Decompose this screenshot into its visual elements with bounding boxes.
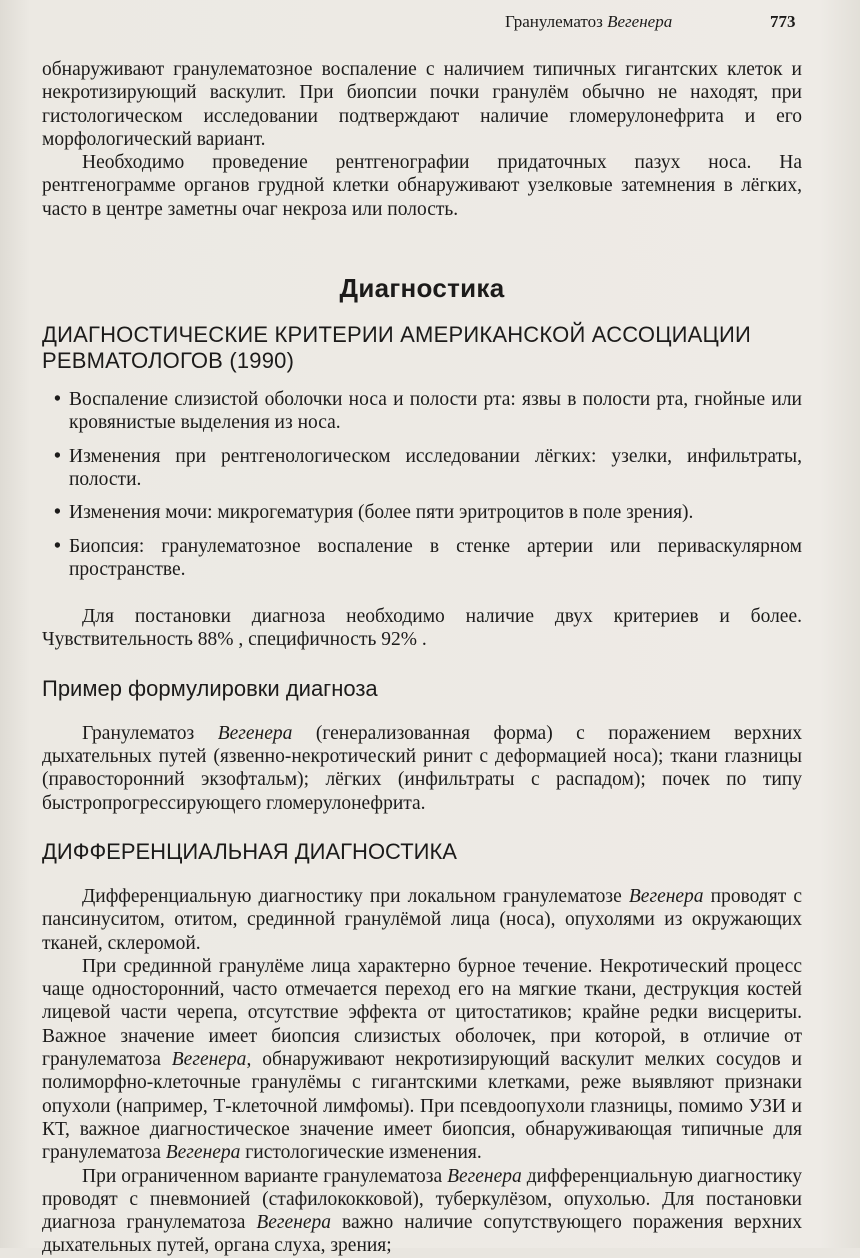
running-head-title: Гранулематоз Вегенера <box>505 12 673 31</box>
differential-paragraph-3: При ограниченном варианте гранулематоза Вегенера дифференциальную диагностику проводят с пневмонией (стафилококковой), туберкулёзом, опухолью. Для постановки диагноза гранулематоза Вегенера важно наличие сопутствующего поражения верхних дыхательных путей, органа слуха, зрения; <box>42 1165 803 1257</box>
section-title: Диагностика <box>339 273 505 304</box>
criterion-item: • Воспаление слизистой оболочки носа и полости рта: язвы в полости рта, гнойные или кровянистые выделения из носа. <box>54 389 802 434</box>
differential-paragraph-1: Дифференциальную диагностику при локальном гранулематозе Вегенера проводят с пансинуситом, отитом, срединной гранулёмой лица (носа), опухолями из окружающих тканей, склеромой. <box>42 885 803 954</box>
page-number: 773 <box>770 12 796 31</box>
bullet-icon: • <box>54 535 61 557</box>
criteria-heading: ДИАГНОСТИЧЕСКИЕ КРИТЕРИИ АМЕРИКАНСКОЙ АССОЦИАЦИИ РЕВМАТОЛОГОВ (1990) <box>42 322 752 374</box>
example-heading: Пример формулировки диагноза <box>42 675 378 701</box>
criterion-item: • Изменения мочи: микрогематурия (более пяти эритроцитов в поле зрения). <box>54 502 694 524</box>
differential-paragraph-2: При срединной гранулёме лица характерно бурное течение. Некротический процесс чаще односторонний, часто отмечается переход его на мягкие ткани, деструкция костей лицевой части черепа, отсутствие эффекта от цитостатиков; крайне редки висцериты. Важное значение имеет биопсия слизистых оболочек, при которой, в отличие от гранулематоза Вегенера, обнаруживают некротизирующий васкулит мелких сосудов и полиморфно-клеточные гранулёмы с гигантскими клетками, реже выявляют признаки опухоли (например, Т-клеточной лимфомы). При псевдоопухоли глазницы, помимо УЗИ и КТ, важное диагностическое значение имеет биопсия, обнаруживающая типичные для гранулематоза Вегенера гистологические изменения. <box>42 955 802 1164</box>
criteria-list <box>42 388 802 581</box>
page-content <box>42 58 802 1258</box>
bullet-icon: • <box>54 389 61 411</box>
diagnosis-example: Гранулематоз Вегенера (генерализованная форма) с поражением верхних дыхательных путей (язвенно-некротический ринит с деформацией носа); ткани глазницы (правосторонний экзофтальм); лёгких (инфильтраты с распадом); почек по типу быстропрогрессирующего гломерулонефрита. <box>42 722 802 814</box>
running-head <box>0 8 860 36</box>
criterion-item: • Изменения при рентгенологическом исследовании лёгких: узелки, инфильтраты, полости. <box>54 445 802 490</box>
bullet-icon: • <box>54 445 61 467</box>
paragraph-radiography: Необходимо проведение рентгенографии придаточных пазух носа. На рентгенограмме органов грудной клетки обнаруживают узелковые затемнения в лёгких, часто в центре заметны очаг некроза или полость. <box>42 152 802 220</box>
criteria-note: Для постановки диагноза необходимо наличие двух критериев и более. Чувствительность 88% , специфичность 92% . <box>42 606 802 651</box>
differential-heading: ДИФФЕРЕНЦИАЛЬНАЯ ДИАГНОСТИКА <box>42 838 457 864</box>
criterion-item: • Биопсия: гранулематозное воспаление в стенке артерии или периваскулярном пространстве. <box>54 535 802 580</box>
paragraph-biopsy: обнаруживают гранулематозное воспаление с наличием типичных гигантских клеток и некротизирующий васкулит. При биопсии почки гранулём обычно не находят, при гистологическом исследовании подтверждают наличие гломерулонефрита и его морфологический вариант. <box>42 59 802 150</box>
bullet-icon: • <box>54 502 61 524</box>
